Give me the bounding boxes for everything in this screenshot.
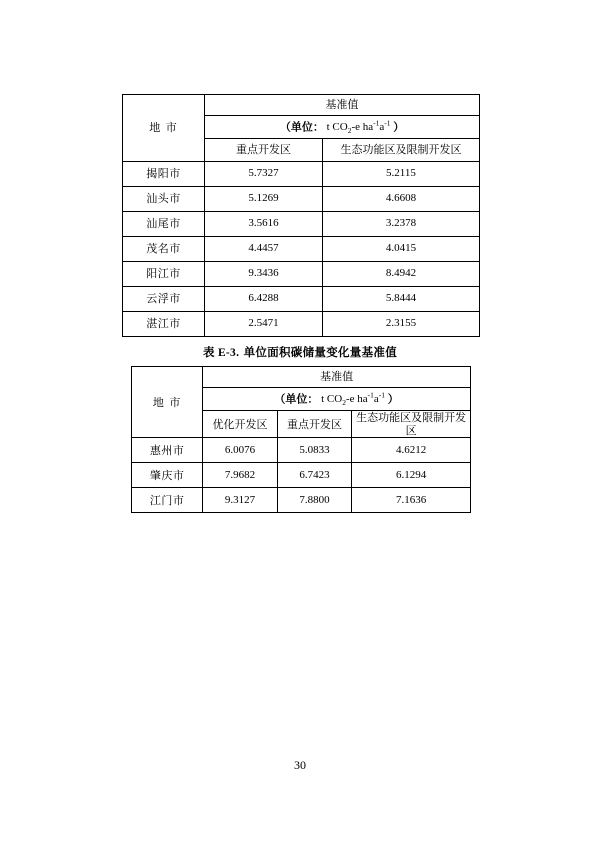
table-row (123, 187, 480, 212)
value-cell: 2.5471 (205, 312, 323, 337)
value-cell: 6.7423 (277, 463, 352, 488)
header-col-0: 优化开发区 (203, 411, 278, 438)
header-baseline: 基准值 (203, 367, 471, 388)
value-cell: 5.0833 (277, 438, 352, 463)
value-cell: 9.3127 (203, 488, 278, 513)
value-cell: 7.1636 (352, 488, 471, 513)
value-cell: 5.2115 (322, 162, 479, 187)
header-col-2: 生态功能区及限制开发区 (352, 411, 471, 438)
city-name: 阳江市 (123, 262, 205, 287)
city-name: 汕头市 (123, 187, 205, 212)
table-row (132, 438, 471, 463)
city-name: 茂名市 (123, 237, 205, 262)
table-row (123, 237, 480, 262)
city-name: 江门市 (132, 488, 203, 513)
header-unit (203, 388, 471, 411)
header-baseline: 基准值 (205, 95, 480, 116)
baseline-table-continued (122, 94, 480, 337)
city-name: 湛江市 (123, 312, 205, 337)
header-col-1: 生态功能区及限制开发区 (322, 139, 479, 162)
table-header-row (132, 367, 471, 388)
value-cell: 9.3436 (205, 262, 323, 287)
header-city: 地 市 (132, 367, 203, 438)
value-cell: 2.3155 (322, 312, 479, 337)
table-row (132, 488, 471, 513)
value-cell: 4.0415 (322, 237, 479, 262)
table-caption (0, 344, 600, 360)
header-unit (205, 116, 480, 139)
city-name: 揭阳市 (123, 162, 205, 187)
table-row (123, 162, 480, 187)
unit-prefix: （单位： (274, 392, 319, 406)
city-name: 汕尾市 (123, 212, 205, 237)
caption-label: 表 E-3. (202, 347, 240, 359)
table-row (132, 463, 471, 488)
value-cell: 4.4457 (205, 237, 323, 262)
value-cell: 4.6608 (322, 187, 479, 212)
table-row (123, 262, 480, 287)
unit-suffix: ） (393, 120, 405, 134)
table-header-row (123, 95, 480, 116)
header-col-0: 重点开发区 (205, 139, 323, 162)
table-row (123, 312, 480, 337)
unit-suffix: ） (387, 392, 399, 406)
unit-value: t $CO_2-e$ $ha^{-1}a^{-1}$ (323, 118, 391, 136)
value-cell: 6.0076 (203, 438, 278, 463)
value-cell: 3.2378 (322, 212, 479, 237)
value-cell: 6.1294 (352, 463, 471, 488)
value-cell: 6.4288 (205, 287, 323, 312)
value-cell: 4.6212 (352, 438, 471, 463)
value-cell: 7.9682 (203, 463, 278, 488)
table-row (123, 287, 480, 312)
unit-value: t $CO_2-e$ $ha^{-1}a^{-1}$ (318, 390, 386, 408)
unit-prefix: （单位： (279, 120, 324, 134)
value-cell: 5.8444 (322, 287, 479, 312)
page-number: 30 (294, 758, 306, 772)
value-cell: 3.5616 (205, 212, 323, 237)
table-1 (122, 94, 480, 337)
table-2 (131, 366, 471, 513)
value-cell: 7.8800 (277, 488, 352, 513)
value-cell: 5.1269 (205, 187, 323, 212)
city-name: 肇庆市 (132, 463, 203, 488)
carbon-stock-change-baseline-table (131, 366, 471, 513)
header-col-1: 重点开发区 (277, 411, 352, 438)
caption-text: 单位面积碳储量变化量基准值 (243, 345, 398, 359)
value-cell: 8.4942 (322, 262, 479, 287)
city-name: 云浮市 (123, 287, 205, 312)
header-city: 地 市 (123, 95, 205, 162)
table-row (123, 212, 480, 237)
city-name: 惠州市 (132, 438, 203, 463)
value-cell: 5.7327 (205, 162, 323, 187)
